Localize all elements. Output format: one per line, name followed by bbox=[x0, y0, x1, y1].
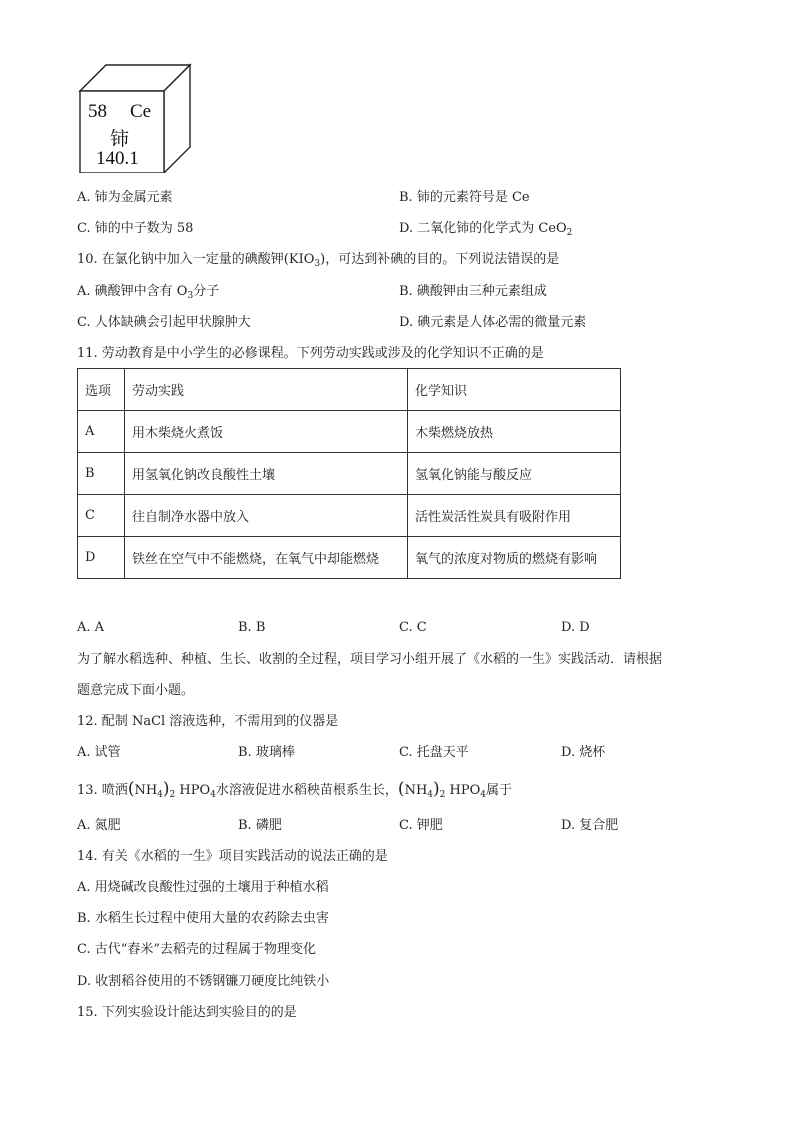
q10-option-b[interactable]: B. 碘酸钾由三种元素组成 bbox=[399, 284, 547, 299]
q13-formula-1: $(NH_4)_2$ $HPO_4$ bbox=[127, 779, 216, 800]
table-row bbox=[78, 453, 621, 495]
table-row bbox=[78, 537, 621, 579]
table-row bbox=[78, 495, 621, 537]
q13-stem-end: 属于 bbox=[486, 783, 513, 798]
q10-option-a[interactable] bbox=[77, 284, 219, 304]
formula-sub-4: 4 bbox=[157, 790, 163, 800]
table-cell: 木柴燃烧放热 bbox=[408, 411, 621, 453]
element-card bbox=[78, 63, 192, 177]
q10-stem-text: 10. 在氯化钠中加入一定量的碘酸钾(KIO bbox=[77, 252, 315, 267]
q14-option-a[interactable]: A. 用烧碱改良酸性过强的土壤用于种植水稻 bbox=[77, 880, 329, 895]
table-cell: 用氢氧化钠改良酸性土壤 bbox=[125, 453, 408, 495]
formula-hpo: HPO bbox=[179, 783, 211, 798]
table-cell: 活性炭活性炭具有吸附作用 bbox=[408, 495, 621, 537]
q11-option-c[interactable]: C. C bbox=[399, 620, 427, 635]
header-knowledge: 化学知识 bbox=[408, 369, 621, 411]
q13-option-d[interactable]: D. 复合肥 bbox=[561, 818, 619, 833]
formula-sub-2: 2 bbox=[169, 790, 176, 800]
q12-option-b[interactable]: B. 玻璃棒 bbox=[238, 745, 295, 760]
formula-sub-4b: 4 bbox=[210, 790, 216, 800]
q9-option-c[interactable]: C. 铈的中子数为 58 bbox=[77, 221, 194, 236]
element-name: 铈 bbox=[110, 128, 130, 150]
q12-stem: 12. 配制 NaCl 溶液选种，不需用到的仪器是 bbox=[77, 714, 339, 729]
q11-table bbox=[77, 368, 621, 579]
q10-stem bbox=[77, 252, 559, 272]
q14-option-d[interactable]: D. 收割稻谷使用的不锈钢镰刀硬度比纯铁小 bbox=[77, 974, 330, 989]
q10-option-a-end: 分子 bbox=[193, 284, 220, 299]
q13-stem-text: 13. 喷洒 bbox=[77, 783, 128, 798]
q13-option-c[interactable]: C. 钾肥 bbox=[399, 818, 443, 833]
formula-sub-2: 2 bbox=[439, 790, 446, 800]
table-cell: 氢氧化钠能与酸反应 bbox=[408, 453, 621, 495]
table-cell: C bbox=[78, 495, 125, 537]
q15-stem: 15. 下列实验设计能达到实验目的的是 bbox=[77, 1005, 297, 1020]
q10-stem-sub: 3 bbox=[314, 259, 321, 269]
formula-hpo: HPO bbox=[449, 783, 481, 798]
q12-option-d[interactable]: D. 烧杯 bbox=[561, 745, 606, 760]
atomic-number: 58 bbox=[88, 101, 107, 122]
formula-nh: NH bbox=[404, 783, 428, 798]
q9-option-a[interactable]: A. 铈为金属元素 bbox=[77, 190, 173, 205]
q13-option-a[interactable]: A. 氮肥 bbox=[77, 818, 121, 833]
formula-sub-4: 4 bbox=[427, 790, 434, 800]
q9-option-b[interactable]: B. 铈的元素符号是 Ce bbox=[399, 190, 530, 205]
q14-option-b[interactable]: B. 水稻生长过程中使用大量的农药除去虫害 bbox=[77, 911, 329, 926]
q10-option-d[interactable]: D. 碘元素是人体必需的微量元素 bbox=[399, 315, 587, 330]
q9-option-d[interactable] bbox=[399, 221, 572, 241]
q9-option-d-sub: 2 bbox=[566, 228, 573, 238]
q11-stem: 11. 劳动教育是中小学生的必修课程。下列劳动实践或涉及的化学知识不正确的是 bbox=[77, 346, 544, 361]
table-cell: 氧气的浓度对物质的燃烧有影响 bbox=[408, 537, 621, 579]
table-cell: 往自制净水器中放入 bbox=[125, 495, 408, 537]
header-practice: 劳动实践 bbox=[125, 369, 408, 411]
q13-option-b[interactable]: B. 磷肥 bbox=[238, 818, 282, 833]
table-cell: B bbox=[78, 453, 125, 495]
intro-line-2: 题意完成下面小题。 bbox=[77, 683, 195, 698]
q10-option-a-sub: 3 bbox=[187, 291, 194, 301]
formula-nh: NH bbox=[134, 783, 158, 798]
table-cell: D bbox=[78, 537, 125, 579]
element-symbol: Ce bbox=[130, 101, 152, 122]
q11-option-b[interactable]: B. B bbox=[238, 620, 266, 635]
q12-option-c[interactable]: C. 托盘天平 bbox=[399, 745, 469, 760]
table-cell: A bbox=[78, 411, 125, 453]
q10-option-c[interactable]: C. 人体缺碘会引起甲状腺肿大 bbox=[77, 315, 251, 330]
q10-stem-end: )，可达到补碘的目的。下列说法错误的是 bbox=[320, 252, 560, 267]
q14-option-c[interactable]: C. 古代“舂米”去稻壳的过程属于物理变化 bbox=[77, 942, 317, 957]
q14-stem: 14. 有关《水稻的一生》项目实践活动的说法正确的是 bbox=[77, 849, 388, 864]
intro-line-1: 为了解水稻选种、种植、生长、收割的全过程，项目学习小组开展了《水稻的一生》实践活动．请根据 bbox=[77, 652, 663, 667]
header-option: 选项 bbox=[78, 369, 125, 411]
q13-formula-2: $(NH_4)_2$ $HPO_4$ bbox=[397, 779, 487, 800]
atomic-mass: 140.1 bbox=[96, 148, 139, 169]
q13-stem bbox=[77, 781, 512, 803]
table-cell: 铁丝在空气中不能燃烧，在氧气中却能燃烧 bbox=[125, 537, 408, 579]
table-header-row bbox=[78, 369, 621, 411]
q9-option-d-text: D. 二氧化铈的化学式为 CeO bbox=[399, 221, 567, 236]
q10-option-a-text: A. 碘酸钾中含有 O bbox=[77, 284, 188, 299]
q11-option-a[interactable]: A. A bbox=[77, 620, 105, 635]
q13-stem-middle: 水溶液促进水稻秧苗根系生长， bbox=[215, 783, 398, 798]
q12-option-a[interactable]: A. 试管 bbox=[77, 745, 121, 760]
q11-option-d[interactable]: D. D bbox=[561, 620, 590, 635]
table-cell: 用木柴烧火煮饭 bbox=[125, 411, 408, 453]
formula-sub-4b: 4 bbox=[480, 790, 487, 800]
table-row bbox=[78, 411, 621, 453]
